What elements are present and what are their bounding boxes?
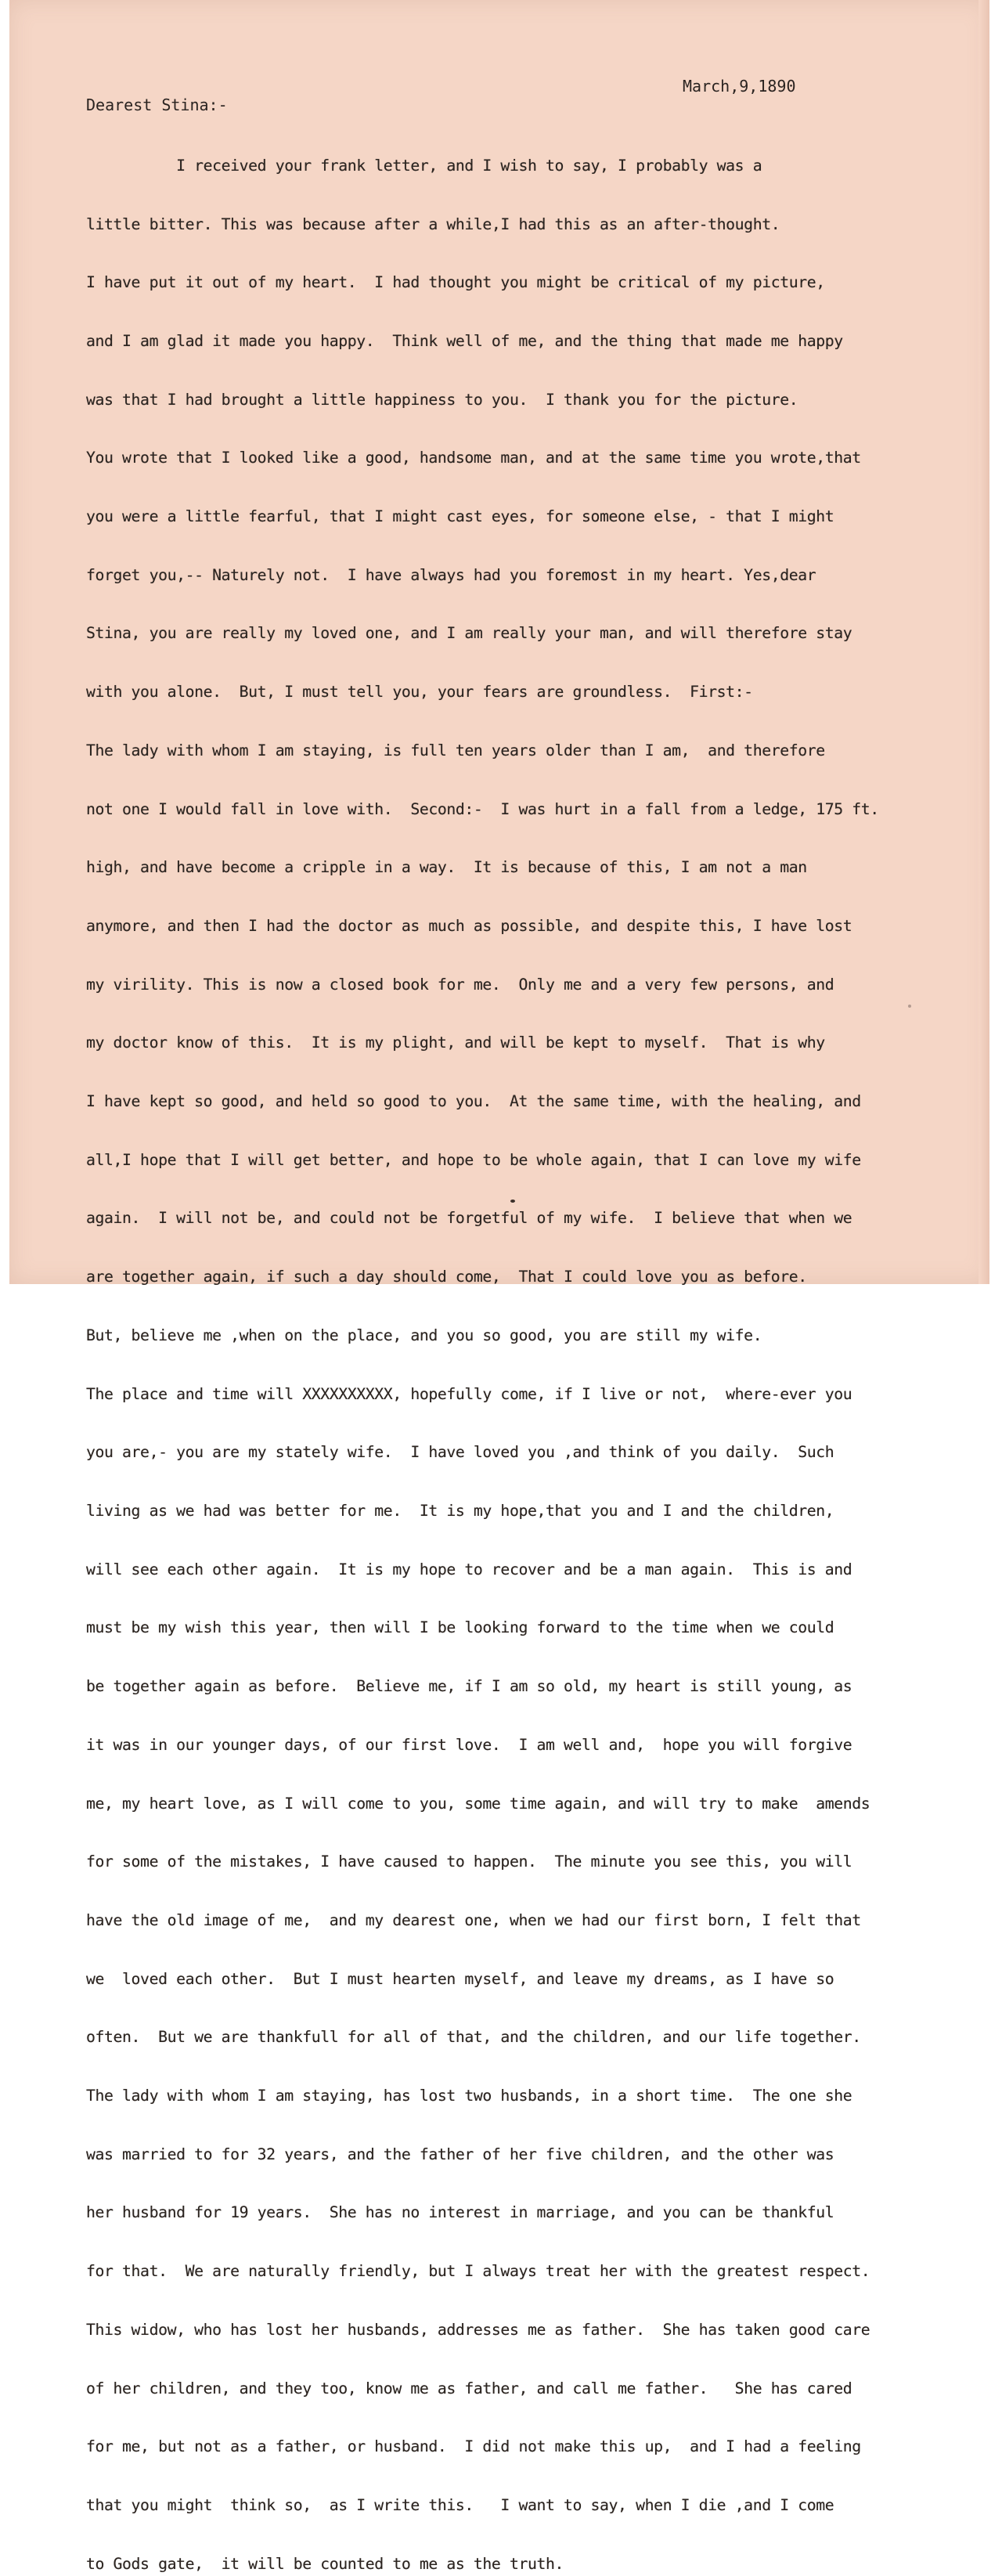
body-line: my doctor know of this. It is my plight, and will be kept to myself. That is why (86, 1034, 825, 1052)
body-line: little bitter. This was because after a while,I had this as an after-thought. (86, 215, 780, 233)
body-line: it was in our younger days, of our first love. I am well and, hope you will forgive (86, 1735, 852, 1754)
body-line: The place and time will XXXXXXXXXX, hopefully come, if I live or not, where-ever you (86, 1384, 852, 1403)
body-line: to Gods gate, it will be counted to me as the truth. (86, 2554, 564, 2573)
body-line: have the old image of me, and my dearest one, when we had our first born, I felt that (86, 1910, 861, 1929)
body-line: of her children, and they too, know me as father, and call me father. She has cared (86, 2379, 852, 2397)
body-line: I received your frank letter, and I wish to say, I probably was a (86, 156, 762, 175)
body-line: be together again as before. Believe me, if I am so old, my heart is still young, as (86, 1677, 852, 1696)
letter-body (86, 117, 879, 2576)
body-line: This widow, who has lost her husbands, addresses me as father. She has taken good care (86, 2320, 870, 2339)
body-line: But, believe me ,when on the place, and you so good, you are still my wife. (86, 1326, 762, 1344)
salutation: Dearest Stina:- (86, 96, 228, 114)
body-line: you are,- you are my stately wife. I have loved you ,and think of you daily. Such (86, 1443, 834, 1462)
body-line: me, my heart love, as I will come to you, some time again, and will try to make amends (86, 1794, 870, 1813)
body-line: all,I hope that I will get better, and hope to be whole again, that I can love my wife (86, 1150, 861, 1169)
body-line: my virility. This is now a closed book for me. Only me and a very few persons, and (86, 975, 834, 994)
body-line: we loved each other. But I must hearten myself, and leave my dreams, as I have so (86, 1969, 834, 1988)
paper-speck (908, 1005, 911, 1008)
body-line: The lady with whom I am staying, has lost two husbands, in a short time. The one she (86, 2087, 852, 2105)
body-line: are together again, if such a day should come, That I could love you as before. (86, 1268, 807, 1286)
body-line: high, and have become a cripple in a way. It is because of this, I am not a man (86, 858, 807, 877)
body-line: for me, but not as a father, or husband. I did not make this up, and I had a feeling (86, 2437, 861, 2456)
body-line: Stina, you are really my loved one, and I am really your man, and will therefore stay (86, 624, 852, 643)
body-line: living as we had was better for me. It is my hope,that you and I and the children, (86, 1501, 834, 1520)
body-line: was married to for 32 years, and the father of her five children, and the other was (86, 2145, 834, 2163)
body-line: must be my wish this year, then will I be looking forward to the time when we could (86, 1618, 834, 1637)
page-edge-shadow (979, 0, 989, 1284)
body-line: often. But we are thankfull for all of that, and the children, and our life together. (86, 2028, 861, 2047)
body-line: The lady with whom I am staying, is full ten years older than I am, and therefore (86, 741, 825, 759)
body-line: with you alone. But, I must tell you, your fears are groundless. First:- (86, 683, 753, 702)
body-line: was that I had brought a little happiness to you. I thank you for the picture. (86, 390, 798, 409)
body-line: her husband for 19 years. She has no interest in marriage, and you can be thankful (86, 2203, 834, 2222)
body-line: You wrote that I looked like a good, handsome man, and at the same time you wrote,that (86, 449, 861, 467)
body-line: that you might think so, as I write this. I want to say, when I die ,and I come (86, 2495, 834, 2514)
body-line: anymore, and then I had the doctor as much as possible, and despite this, I have lost (86, 916, 852, 935)
body-line: I have kept so good, and held so good to you. At the same time, with the healing, and (86, 1092, 861, 1111)
body-line: again. I will not be, and could not be forgetful of my wife. I believe that when we (86, 1209, 852, 1228)
body-line: for that. We are naturally friendly, but I always treat her with the greatest respect. (86, 2262, 870, 2281)
body-line: will see each other again. It is my hope to recover and be a man again. This is and (86, 1560, 852, 1578)
body-line: for some of the mistakes, I have caused to happen. The minute you see this, you will (86, 1853, 852, 1871)
body-line: you were a little fearful, that I might cast eyes, for someone else, - that I might (86, 507, 834, 526)
body-line: and I am glad it made you happy. Think well of me, and the thing that made me happy (86, 331, 843, 350)
body-line: forget you,-- Naturely not. I have always had you foremost in my heart. Yes,dear (86, 565, 816, 584)
paper-speck (510, 1200, 515, 1203)
body-line: I have put it out of my heart. I had thought you might be critical of my picture, (86, 273, 825, 292)
body-line: not one I would fall in love with. Second:- I was hurt in a fall from a ledge, 175 ft. (86, 799, 879, 818)
letter-date: March,9,1890 (683, 77, 796, 96)
